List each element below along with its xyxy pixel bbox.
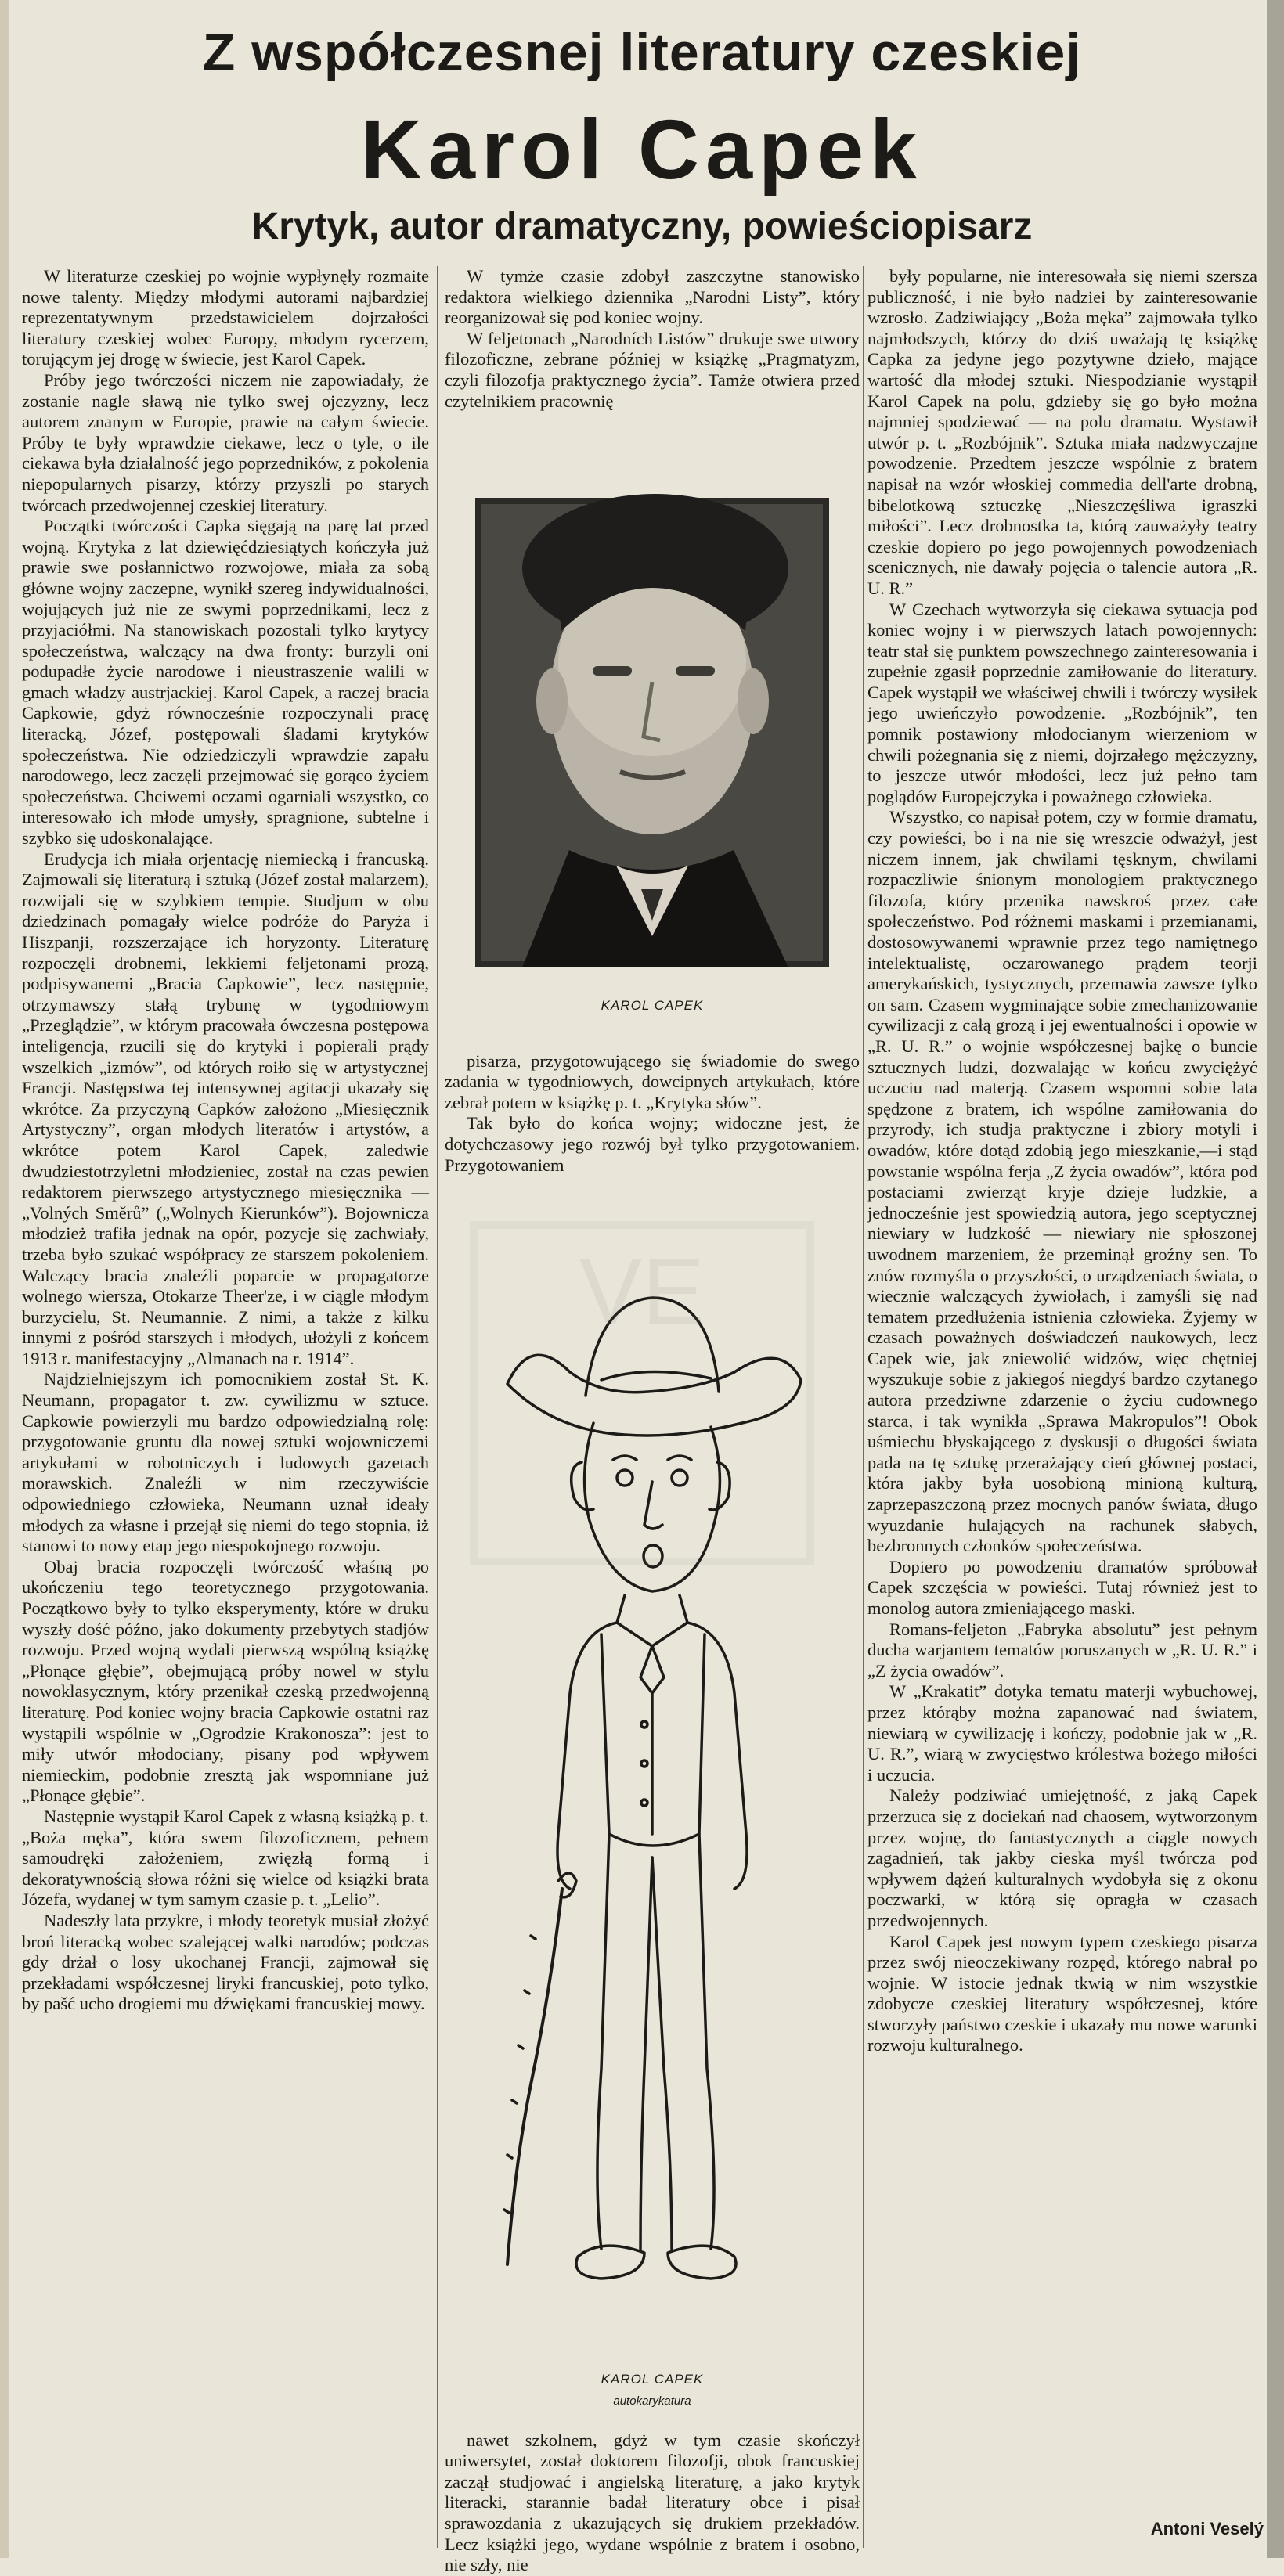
article-subtitle: Krytyk, autor dramatyczny, powieściopisarz [251, 206, 1033, 247]
paragraph: W Czechach wytworzyła się ciekawa sytuacja pod koniec wojny i w pierwszych latach powojennych: teatr stał się punktem powszechnego zainteresowania i zupełnie zgasił poprzednie zamiłowanie do literatury. Capek wystąpił we właściwej chwili i twórczy wysiłek jego uwieńczyło powodzenie. „Rozbójnik”, ten pomnik postawiony młodocianym wierzeniom w chwili pożegnania się z niemi, dojrzałego mężczyzny, to jeszcze utwór młodości, lecz już pełno tam poglądów Europejczyka i poważnego człowieka. [867, 599, 1257, 806]
column-rule [863, 266, 864, 2548]
caricature-subcaption: autokarykatura [613, 2394, 691, 2408]
column-1 [22, 266, 429, 2548]
paragraph: Należy podziwiać umiejętność, z jaką Capek przerzuca się z dociekań nad chaosem, wytworzonym przez wojnę, do fantastycznych a ciągle nowych zagadnień, tak jakby cieska myśl twórcza pod wpływem dążeń kulturalnych wydobyła się z okonu poczwarki, w którą się opragła w czasach przedwojennych. [867, 1785, 1257, 1930]
paragraph: W tymże czasie zdobył zaszczytne stanowisko redaktora wielkiego dziennika „Narodni Listy”, który reorganizował się pod koniec wojny. [445, 266, 860, 328]
paragraph: Karol Capek jest nowym typem czeskiego pisarza przez swój nieoczekiwany rozpęd, którego nabrał po wojnie. W istocie jednak tkwią w nim wszystkie zdobycze czeskiej literatury współczesnej, które stworzyły państwo czeskie i ukazały mu nowe warunki rozwoju kulturalnego. [867, 1931, 1257, 2055]
archive-watermark: VE [470, 1221, 814, 1565]
paragraph: W literaturze czeskiej po wojnie wypłynęły rozmaite nowe talenty. Między młodymi autorami najbardziej reprezentatywnym przedstawicielem dojrzałości literatury czeskiej wobec Europy, młodym rycerzem, torującym jej drogę w świecie, jest Karol Capek. [22, 266, 429, 369]
paragraph: Następnie wystąpił Karol Capek z własną książką p. t. „Boża męka”, która swem filozoficznem, pełnem samoudręki założeniem, zwięzłą formą i dekoratywnością słowa różni się wielce od książki brata Józefa, wydanej w tym samym czasie p. t. „Lelio”. [22, 1806, 429, 1910]
paragraph: W „Krakatit” dotyka tematu materji wybuchowej, przez którąby można zapanować nad światem, niewiarą w cywilizację i kończy, podobnie jak w „R. U. R.”, wiarą w zwycięstwo królestwa bożego miłości i uczucia. [867, 1681, 1257, 1785]
column-2-middle [445, 1051, 860, 1280]
author-signature: Antoni Veselý [1150, 2519, 1264, 2538]
paragraph: były popularne, nie interesowała się niemi szersza publiczność, i nie było nadziei by zainteresowanie wzrosło. Zadziwiający „Boża męka” zajmowała tylko najmłodszych, którzy do dziś uważają tę książkę Capka za jedyne jego pozytywne dzieło, mające wartość dla młodej sztuki. Niespodzianie wystąpił Karol Capek na polu, gdzieby się go było można najmniej spodziewać — na polu dramatu. Wystawił utwór p. t. „Rozbójnik”. Sztuka miała nadzwyczajne powodzenie. Przedtem jeszcze wspólnie z bratem napisał na wzór włoskiej commedia dell'arte drobną, bibelotkową sztuczkę „Nieszczęśliwa igraszki miłości”. Lecz drobnostka ta, którą zauważyły teatry czeskie dopiero po jego powojennych powodzeniach scenicznych, nie dawały pojęcia o talencie autora „R. U. R.” [867, 266, 1257, 598]
paragraph: pisarza, przygotowującego się świadomie do swego zadania w tygodniowych, dowcipnych artykułach, które zebrał potem w książkę p. t. „Krytyka słów”. [445, 1050, 860, 1112]
paragraph: W feljetonach „Narodních Listów” drukuje swe utwory filozoficzne, zebrane później w książkę „Pragmatyzm, czyli filozofja praktycznego życia”. Tamże otwiera przed czytelnikiem pracownię [445, 328, 860, 411]
article-title: Karol Capek [360, 102, 924, 196]
paragraph: Dopiero po powodzeniu dramatów spróbował Capek szczęścia w powieści. Tutaj również jest to monolog autora zmieniającego maski. [867, 1556, 1257, 1618]
paragraph: Najdzielniejszym ich pomocnikiem został St. K. Neumann, propagator t. zw. cywilizmu w sztuce. Capkowie powierzyli mu bardzo odpowiedzialną rolę: przygotowanie gruntu dla nowej sztuki wojowniczemi artykułami w robotniczych i ludowych gazetach morawskich. Znaleźli w nim rzeczywiście odpowiedniego człowieka, Neumann uznał ideały młodych za własne i przejął się niemi do tego stopnia, iż stanowi to nowy etap jego niespokojnego rozwoju. [22, 1369, 429, 1556]
caricature-caption: KAROL CAPEK [601, 2371, 704, 2387]
kicker-heading: Z współczesnej literatury czeskiej [202, 23, 1082, 82]
column-2 [445, 266, 860, 2575]
photo-caption: KAROL CAPEK [601, 998, 704, 1013]
paragraph: Początki twórczości Capka sięgają na parę lat przed wojną. Krytyka z lat dziewięćdziesiątych kończyła już prawie swe posłannictwo rozwojowe, miała za sobą główne wojny zaczepne, wynikł szereg indywidualności, wojujących już nie ze swymi poprzednikami, lecz z przyjaciółmi. Na stanowiskach pozostali tylko krytycy społeczeństwa, walczący na dwa fronty: burzyli oni podupadłe życie narodowe i nieustraszenie walili w gmach władzy austrjackiej. Karol Capek, a raczej bracia Capkowie, gdyż równocześnie rozpoczynali pracę literacką, Józef, postępowali śladami krytyków społeczeństwa. Nie odziedziczyli wprawdzie zapału narodowego, lecz zaczęli przejmować się gorąco życiem społeczeństwa. Chciwemi oczami ogarniali wszystko, co interesowało ich młode umysły, spragnione, subtelne i szybko się udoskonalające. [22, 516, 429, 848]
binding-shadow [1267, 0, 1284, 2558]
paragraph: Próby jego twórczości niczem nie zapowiadały, że zostanie nagle sławą nie tylko swej ojczyzny, lecz autorem znanym w Europie, prawie na całym świecie. Próby te były wprawdzie ciekawe, lecz o tyle, o ile ciekawa była działalność jego poprzedników, z pokolenia niepopularnych pisarzy, którzy przyszli po starych twórcach przedwojennej czeskiej literatury. [22, 369, 429, 515]
paragraph: Obaj bracia rozpoczęli twórczość właśną po ukończeniu tego teoretycznego przygotowania. Początkowo były to tylko eksperymenty, które w druku wyszły dość późno, jako dokumenty przebytych stadjów rozwoju. Przed wojną wydali pierwszą wspólną książkę „Płonące głębie”, obejmującą próby nowel w stylu nowoklasycznym, który przenikał czeską przedwojenną literaturę. Pod koniec wojny bracia Capkowie ostatni raz wystąpili wspólnie w „Ogrodzie Krakonosza”: jest to miły utwór młodociany, pisany pod wpływem niemieckim, podobnie zresztą jak wspomniane już „Płonące głębie”. [22, 1556, 429, 1806]
paragraph: Erudycja ich miała orjentację niemiecką i francuską. Zajmowali się literaturą i sztuką (Józef został malarzem), rozwijali się w szybkiem tempie. Studjum w obu dziedzinach pomagały wielce podróże do Paryża i Hiszpanji, rozszerzające ich horyzonty. Literaturę rozpoczęli drobnemi, lekkiemi feljetonami prozą, podpisywanemi „Bracia Capkowie”, lecz następnie, otrzymawszy stałą trybunę w tygodniowym „Przeglądzie”, w którym pracowała ówczesna postępowa inteligencja, rzucili się do krytyki i popierali prądy wszelkich „izmów”, od których roiło się w artystycznej Francji. Następstwa tej intensywnej agitacji ukazały się wkrótce. Za przyczyną Capków założono „Miesięcznik Artystyczny”, organ młodych literatów i artystów, a wkrótce potem Karol Capek, zaledwie dwudziestotrzyletni młodzieniec, został na czas pewien redaktorem pierwszego artystycznego miesięcznika — „Volných Směrů” („Wolnych Kierunków”). Bojownicza młodzież trafiła jednak na opór, pozycje się zachwiały, trzeba było szukać współpracy ze starszem pokoleniem. Walczący bracia znaleźli poparcie w propagatorze wolnego wiersza, Otokarze Theer'ze, i w ciągle młodym burzycielu, St. Neumannie. Z nimi, a także z kilku innymi z pośród starszych i młodych, ułożyli z końcem 1913 r. manifestacyjny „Almanach na r. 1914”. [22, 848, 429, 1368]
paragraph: Romans-feljeton „Fabryka absolutu” jest pełnym ducha warjantem tematów poruszanych w „R. U. R.” i „Z życia owadów”. [867, 1619, 1257, 1681]
page-edge [0, 0, 9, 2558]
paragraph: Tak było do końca wojny; widoczne jest, że dotychczasowy jego rozwój był tylko przygotowaniem. Przygotowaniem [445, 1113, 860, 1175]
paragraph: Nadeszły lata przykre, i młody teoretyk musiał złożyć broń literacką wobec szalejącej walki narodów; podczas gdy drżał o losy ukochanej Francji, zajmował się przekładami współczesnej liryki francuskiej, poto tylko, by pašć ucho drogiemi mu dźwiękami francuskiej mowy. [22, 1910, 429, 2014]
column-rule [437, 266, 438, 2548]
column-2-top [445, 266, 860, 493]
column-3 [867, 266, 1257, 2548]
column-2-bottom [445, 2430, 860, 2576]
paragraph: nawet szkolnem, gdyż w tym czasie skończył uniwersytet, został doktorem filozofji, obok francuskiej zaczął studjować i angielską literaturę, a jako krytyk literacki, starannie badał literatury obce i pisał sprawozdania z ukazujących się drukiem przekładów. Lecz książki jego, wydane wspólnie z bratem i osobno, nie szły, nie [445, 2430, 860, 2575]
paragraph: Wszystko, co napisał potem, czy w formie dramatu, czy powieści, bo i na nie się wreszcie odważył, jest niczem innem, jak chwilami tęsknym, chwilami rozpaczliwie śnionym monologiem praktycznego filozofa, który przenika nawskroś przez całe społeczeństwo. Pod różnemi maskami i przemianami, dostosowywanemi wprawnie przez tego namiętnego intelektualistę, oczarowanego prądem teorji amerykańskich, tystycznych, przemawia zawsze tylko on sam. Czasem wygminające sobie zmechanizowanie cywilizacji z całą grozą i jej ewentualności i opowie w „R. U. R.” o wojnie współczesnej bajkę o buncie sztucznych ludzi, dozwalając w końcu zwyciężyć uczuciu nad materją. Czasem wspomni sobie lata spędzone z bratem, ich wspólne zamiłowania do przyrody, ich studja praktyczne i zbiory motyli i owadów, które dotąd zdobią jego mieszkanie,—i stąd powstanie wspólna ferja „Z życia owadów”, która pod postaciami zwierząt kryje dzieje ludzkie, a jednocześnie jest spowiedzią autora, jego sceptycznej niewiary w ludzkość — niewiary nie spłoszonej uwodnem marzeniem, że przeminął groźny sen. To znów rozmyśla o przyszłości, o urządzeniach świata, o wiecznie walczących żywiołach, i zamyśli się nad tematem przedłużenia istnienia człowieka. Żyjemy w czasach poważnych doświadczeń naukowych, lecz Capek wie, jak zniewolić widzów, więc chętniej wyszukuje sobie z jakiegoś niegdyś bardzo czytanego autora przedziwne zdarzenie o życiu cudownego starca, i tak wynikła „Sprawa Makropulos”! Obok uśmiechu błyskającego z dyskusji o długości świata pada na tę sztukę przerażający cień głównej postaci, która jakby była uosobioną minioną kulturą, zaprzepaszczoną przez mocnych panów świata, długo wyuzdanie hulających na rachunek słabych, bezbronnych członków społeczeństwa. [867, 807, 1257, 1556]
self-caricature-drawing [484, 1286, 821, 2366]
portrait-photo [475, 498, 829, 967]
